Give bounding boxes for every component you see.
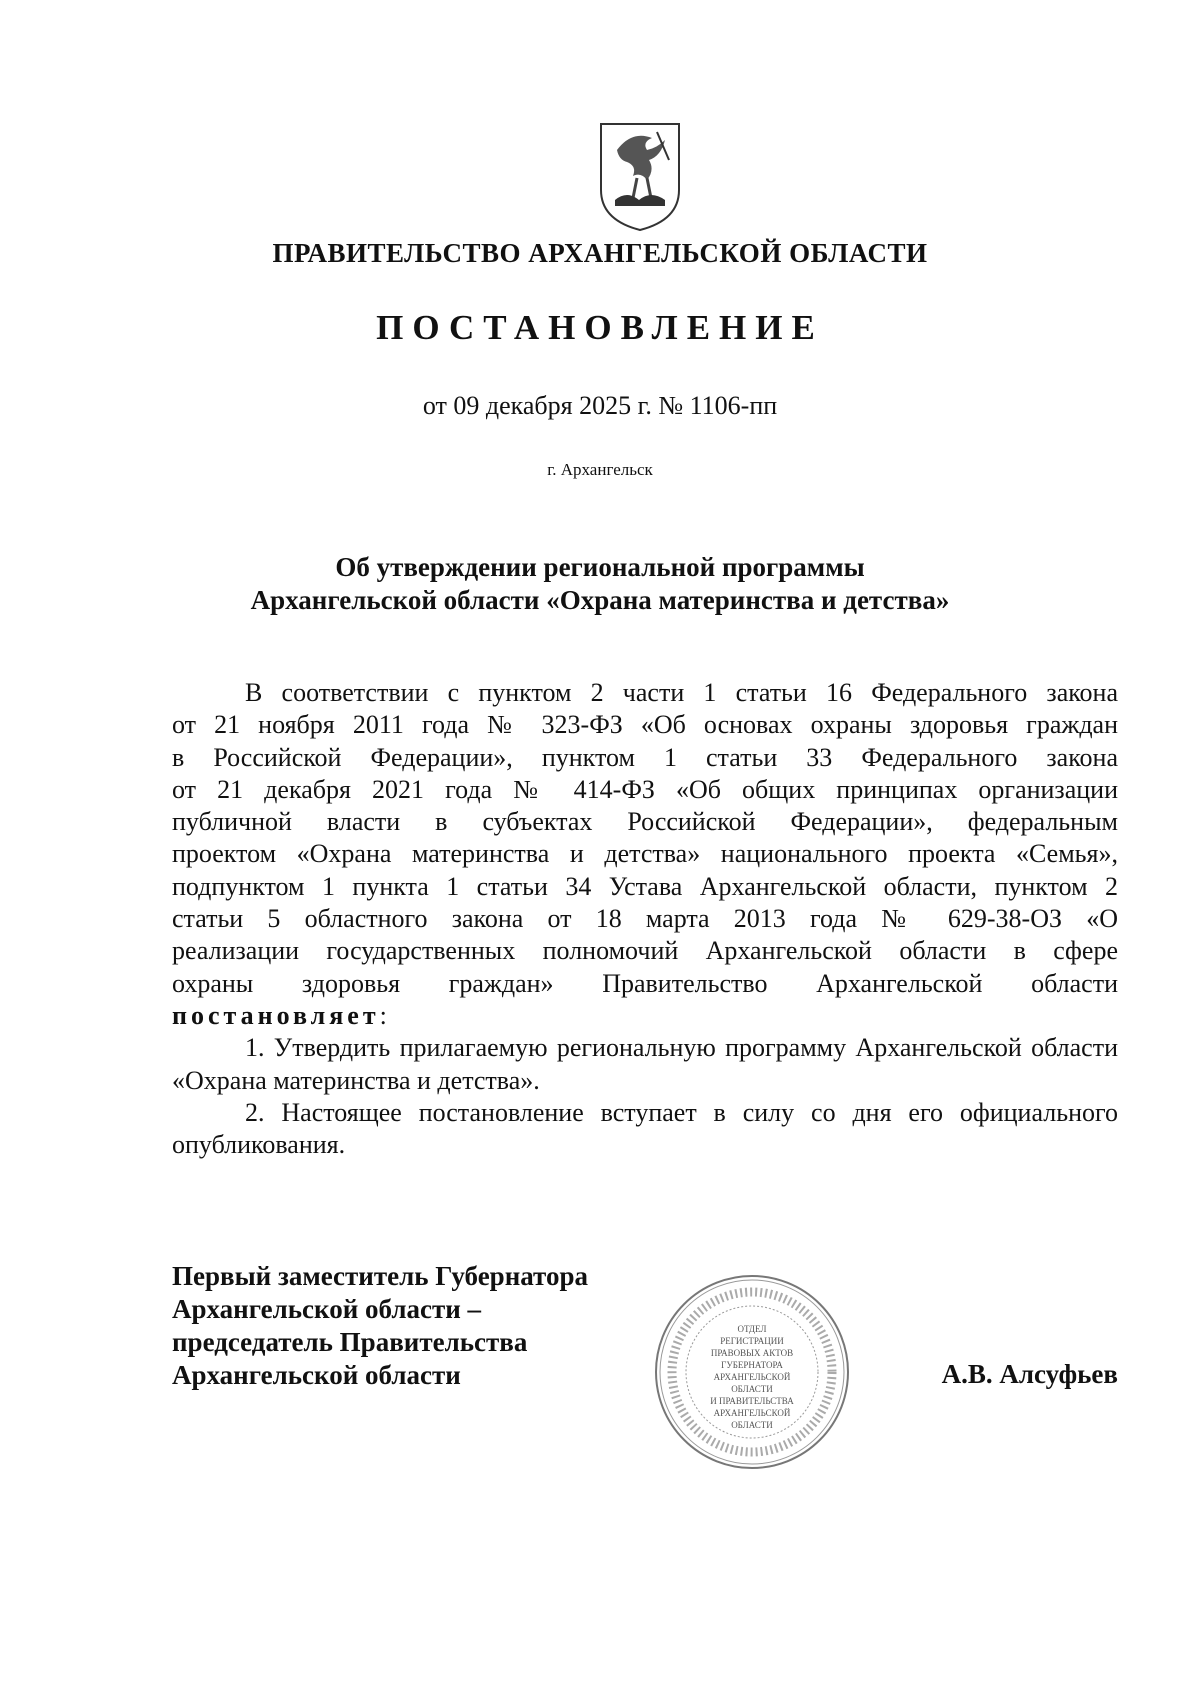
title-line-1: Об утверждении региональной программы — [335, 552, 865, 582]
document-body — [172, 677, 1118, 1161]
stamp-line: ОТДЕЛ — [737, 1324, 767, 1334]
preamble-line: проектом «Охрана материнства и детства» национального проекта «Семья», — [172, 839, 1118, 869]
document-title — [0, 551, 1200, 617]
government-name: ПРАВИТЕЛЬСТВО АРХАНГЕЛЬСКОЙ ОБЛАСТИ — [272, 238, 928, 268]
preamble-line: от 21 декабря 2021 года № 414-ФЗ «Об общих принципах организации — [172, 774, 1118, 804]
city: г. Архангельск — [547, 460, 653, 479]
date-number: от 09 декабря 2025 г. № 1106-пп — [422, 391, 778, 420]
stamp-line: ОБЛАСТИ — [731, 1420, 773, 1430]
decree-suffix: : — [379, 1000, 387, 1030]
item-1: 1. Утвердить прилагаемую региональную программу Архангельской области «Охрана материнства и детства». — [172, 1033, 1118, 1095]
preamble-line: подпунктом 1 пункта 1 статьи 34 Устава Архангельской области, пунктом 2 — [172, 871, 1118, 901]
preamble-line: публичной власти в субъектах Российской Федерации», федеральным — [172, 807, 1118, 837]
official-seal-icon — [652, 1272, 852, 1472]
preamble-line: статьи 5 областного закона от 18 марта 2013 года № 629-38-ОЗ «О — [172, 904, 1118, 934]
document-type: ПОСТАНОВЛЕНИЕ — [376, 308, 824, 347]
preamble-line: В соответствии с пунктом 2 части 1 статьи 16 Федерального закона — [245, 678, 1118, 707]
position-line: Архангельской области — [172, 1360, 461, 1390]
preamble-line: охраны здоровья граждан» Правительство Архангельской области — [172, 968, 1118, 998]
preamble-line: в Российской Федерации», пунктом 1 статьи 33 Федерального закона — [172, 742, 1118, 772]
stamp-line: РЕГИСТРАЦИИ — [720, 1336, 784, 1346]
position-line: Первый заместитель Губернатора — [172, 1261, 588, 1291]
stamp-line: ПРАВОВЫХ АКТОВ — [710, 1348, 794, 1358]
stamp-line: ОБЛАСТИ — [731, 1384, 773, 1394]
coat-of-arms-icon — [597, 120, 683, 234]
signatory-name: А.В. Алсуфьев — [941, 1359, 1118, 1389]
stamp-line: И ПРАВИТЕЛЬСТВА — [710, 1396, 794, 1406]
decree-word: постановляет — [172, 1000, 380, 1030]
preamble-line: от 21 ноября 2011 года № 323-ФЗ «Об основах охраны здоровья граждан — [172, 710, 1118, 740]
decree-line — [172, 1000, 1118, 1032]
title-line-2: Архангельской области «Охрана материнства и детства» — [250, 585, 950, 615]
signatory-position — [172, 1260, 588, 1392]
stamp-line: ГУБЕРНАТОРА — [721, 1360, 783, 1370]
stamp-line: АРХАНГЕЛЬСКОЙ — [713, 1372, 791, 1382]
preamble — [172, 677, 1118, 1032]
position-line: Архангельской области – — [172, 1294, 482, 1324]
stamp-line: АРХАНГЕЛЬСКОЙ — [713, 1408, 791, 1418]
item-2: 2. Настоящее постановление вступает в силу со дня его официального опубликования. — [172, 1097, 1118, 1160]
position-line: председатель Правительства — [172, 1327, 528, 1357]
preamble-line: реализации государственных полномочий Архангельской области в сфере — [172, 936, 1118, 966]
